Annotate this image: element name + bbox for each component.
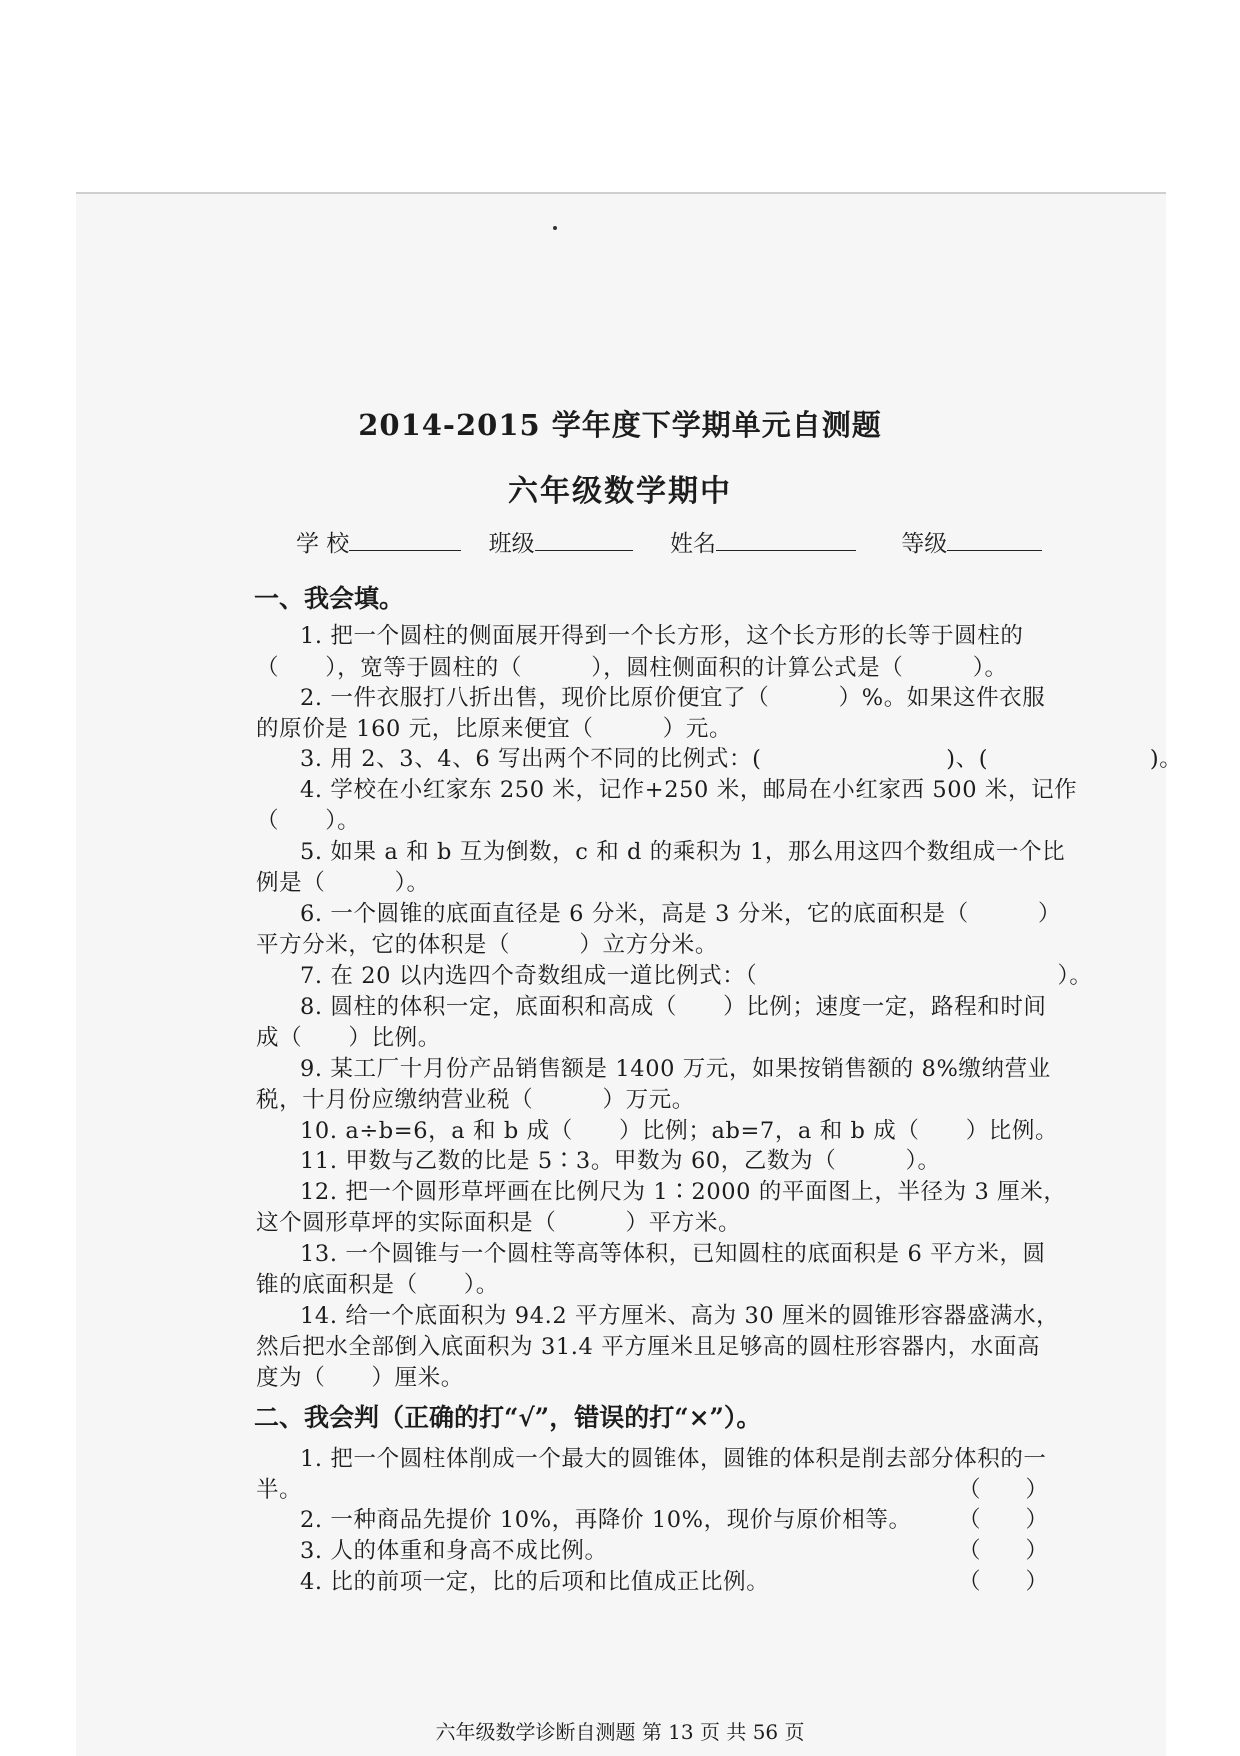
section1-line: 10. a÷b=6，a 和 b 成（ ）比例；ab=7，a 和 b 成（ ）比例。 — [300, 1118, 1059, 1144]
class-blank[interactable] — [535, 530, 633, 551]
name-label: 姓名 — [669, 531, 716, 557]
section1-line: 14. 给一个底面积为 94.2 平方厘米、高为 30 厘米的圆锥形容器盛满水， — [300, 1303, 1060, 1329]
section1-line: 11. 甲数与乙数的比是 5∶3。甲数为 60，乙数为（ ）。 — [300, 1148, 941, 1174]
section1-line: （ ），宽等于圆柱的（ ），圆柱侧面积的计算公式是（ ）。 — [256, 655, 1008, 681]
section1-line: 2. 一件衣服打八折出售，现价比原价便宜了（ ）%。如果这件衣服 — [300, 685, 1046, 711]
exam-title: 2014-2015 学年度下学期单元自测题 — [358, 408, 882, 442]
section1-line: 12. 把一个圆形草坪画在比例尺为 1∶2000 的平面图上，半径为 3 厘米， — [300, 1179, 1067, 1205]
section2-line: 2. 一种商品先提价 10%，再降价 10%，现价与原价相等。 — [300, 1507, 912, 1533]
grade-blank[interactable] — [947, 530, 1042, 551]
section1-line: 3. 用 2、3、4、6 写出两个不同的比例式：( )、( )。 — [300, 746, 1183, 772]
name-blank[interactable] — [716, 530, 856, 551]
answer-paren[interactable]: （ ） — [958, 1538, 1049, 1564]
section1-line: 例是（ ）。 — [256, 870, 430, 896]
section1-line: 8. 圆柱的体积一定，底面积和高成（ ）比例；速度一定，路程和时间 — [300, 994, 1047, 1020]
section1-line: 13. 一个圆锥与一个圆柱等高等体积，已知圆柱的底面积是 6 平方米，圆 — [300, 1241, 1046, 1267]
section1-line: 5. 如果 a 和 b 互为倒数，c 和 d 的乘积为 1，那么用这四个数组成一个比 — [300, 839, 1066, 865]
page-footer: 六年级数学诊断自测题 第 13 页 共 56 页 — [435, 1720, 805, 1744]
answer-paren[interactable]: （ ） — [958, 1507, 1049, 1533]
section1-line: 锥的底面积是（ ）。 — [256, 1272, 499, 1298]
section2-line: 1. 把一个圆柱体削成一个最大的圆锥体，圆锥的体积是削去部分体积的一 — [300, 1446, 1047, 1472]
section2-line: 4. 比的前项一定，比的后项和比值成正比例。 — [300, 1569, 770, 1595]
section1-heading: 一、我会填。 — [254, 584, 405, 613]
section1-line: 成（ ）比例。 — [256, 1025, 441, 1051]
school-blank[interactable] — [349, 530, 461, 551]
section1-line: 9. 某工厂十月份产品销售额是 1400 万元，如果按销售额的 8%缴纳营业 — [300, 1056, 1051, 1082]
section1-line: 这个圆形草坪的实际面积是（ ）平方米。 — [256, 1210, 742, 1236]
student-info-row — [296, 525, 1042, 558]
section1-line: 6. 一个圆锥的底面直径是 6 分米，高是 3 分米，它的底面积是（ ） — [300, 901, 1062, 927]
grade-label: 等级 — [901, 531, 948, 557]
section2-line: 3. 人的体重和身高不成比例。 — [300, 1538, 608, 1564]
section1-line: 1. 把一个圆柱的侧面展开得到一个长方形，这个长方形的长等于圆柱的 — [300, 623, 1024, 649]
section1-line: 4. 学校在小红家东 250 米，记作+250 米，邮局在小红家西 500 米，记作 — [300, 777, 1078, 803]
school-label: 学 校 — [296, 531, 350, 557]
section1-line: 的原价是 160 元，比原来便宜（ ）元。 — [256, 716, 733, 742]
exam-subtitle: 六年级数学期中 — [508, 474, 732, 509]
section1-line: 然后把水全部倒入底面积为 31.4 平方厘米且足够高的圆柱形容器内，水面高 — [256, 1334, 1041, 1360]
section1-line: 税，十月份应缴纳营业税（ ）万元。 — [256, 1087, 695, 1113]
answer-paren[interactable]: （ ） — [958, 1477, 1049, 1503]
section1-line: 度为（ ）厘米。 — [256, 1365, 464, 1391]
section2-line: 半。 — [256, 1477, 303, 1503]
section2-heading: 二、我会判（正确的打“√”，错误的打“×”）。 — [254, 1403, 762, 1432]
class-label: 班级 — [488, 531, 535, 557]
section1-line: 平方分米，它的体积是（ ）立方分米。 — [256, 932, 719, 958]
answer-paren[interactable]: （ ） — [958, 1569, 1049, 1595]
section1-line: 7. 在 20 以内选四个奇数组成一道比例式：（ ）。 — [300, 963, 1093, 989]
section1-line: （ ）。 — [256, 808, 361, 834]
speck-dot — [553, 226, 557, 230]
